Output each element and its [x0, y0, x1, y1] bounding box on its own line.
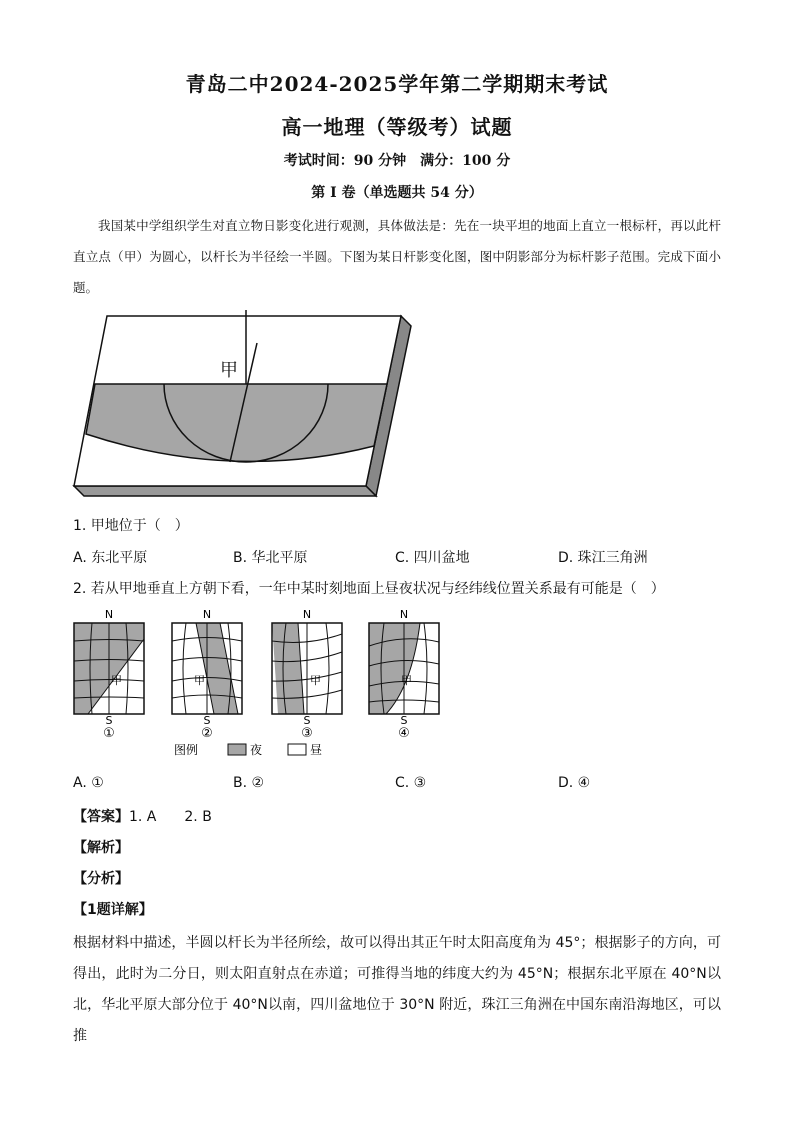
q2-option-d: D. ④ [558, 775, 591, 791]
detail-1-heading: 【1题详解】 [73, 902, 153, 918]
exam-subtitle: 高一地理（等级考）试题 [281, 115, 513, 139]
question-2-stem: 2. 若从甲地垂直上方朝下看，一年中某时刻地面上昼夜状况与经纬线位置关系最有可能是（ ） [73, 581, 665, 597]
panel-3-north-label: N [302, 608, 312, 621]
panel-3 [272, 608, 342, 741]
panel-1-jia-label: 甲 [111, 674, 122, 687]
point-jia-label: 甲 [220, 360, 238, 381]
exam-meta: 考试时间：90 分钟 满分：100 分 [283, 153, 511, 169]
exam-title: 青岛二中2024-2025学年第二学期期末考试 [185, 72, 609, 96]
legend-night-label: 夜 [250, 743, 263, 757]
section-heading: 第 I 卷（单选题共 54 分） [311, 185, 483, 201]
q2-option-b: B. ② [233, 775, 265, 791]
panel-4-north-label: N [399, 608, 409, 621]
legend-title: 图例 [174, 743, 199, 757]
panel-1-number: ① [103, 726, 115, 741]
q1-option-c: C. 四川盆地 [395, 550, 470, 566]
panel-3-south-label: S [303, 714, 311, 727]
fenxi-heading: 【分析】 [73, 871, 129, 887]
analysis-heading: 【解析】 [73, 840, 129, 856]
panel-4 [369, 608, 439, 741]
panel-4-jia-label: 甲 [401, 674, 412, 687]
shadow-diagram [72, 310, 417, 500]
answer-line [73, 806, 212, 826]
q2-option-c: C. ③ [395, 775, 427, 791]
panel-4-number: ④ [398, 726, 410, 741]
question-1-stem: 1. 甲地位于（ ） [73, 518, 189, 534]
panel-2-south-label: S [203, 714, 211, 727]
legend-day-swatch [288, 744, 306, 755]
q2-option-a: A. ① [73, 775, 104, 791]
panel-2-jia-label: 甲 [194, 674, 205, 687]
answer-label: 【答案】 [73, 809, 129, 825]
panel-2 [172, 608, 242, 741]
legend-night-swatch [228, 744, 246, 755]
panel-3-number: ③ [301, 726, 313, 741]
q1-option-b: B. 华北平原 [233, 550, 308, 566]
panel-1-south-label: S [105, 714, 113, 727]
explanation-paragraph: 根据材料中描述，半圆以杆长为半径所绘，故可以得出其正午时太阳高度角为 45°；根据影子的方向，可得出，此时为二分日，则太阳直射点在赤道；可推得当地的纬度大约为 45°N；根据东北平原在 40°N以北，华北平原大部分位于 40°N以南，四川盆地位于 30°N 附近，珠江三角洲在中国东南沿海地区，可以推 [73, 935, 721, 1044]
panel-4-south-label: S [400, 714, 408, 727]
panel-1 [74, 608, 144, 741]
q1-option-d: D. 珠江三角洲 [558, 550, 648, 566]
q1-option-a: A. 东北平原 [73, 550, 148, 566]
day-night-panels [68, 606, 458, 762]
panel-3-jia-label: 甲 [310, 674, 321, 687]
legend [174, 742, 322, 757]
panel-2-number: ② [201, 726, 213, 741]
panel-2-north-label: N [202, 608, 212, 621]
legend-day-label: 昼 [310, 743, 323, 757]
answer-text: 1. A 2. B [129, 809, 212, 825]
panel-1-north-label: N [104, 608, 114, 621]
intro-paragraph: 我国某中学组织学生对直立物日影变化进行观测，具体做法是：先在一块平坦的地面上直立一根标杆，再以此杆直立点（甲）为圆心，以杆长为半径绘一半圆。下图为某日杆影变化图，图中阴影部分为标杆影子范围。完成下面小题。 [73, 218, 721, 295]
